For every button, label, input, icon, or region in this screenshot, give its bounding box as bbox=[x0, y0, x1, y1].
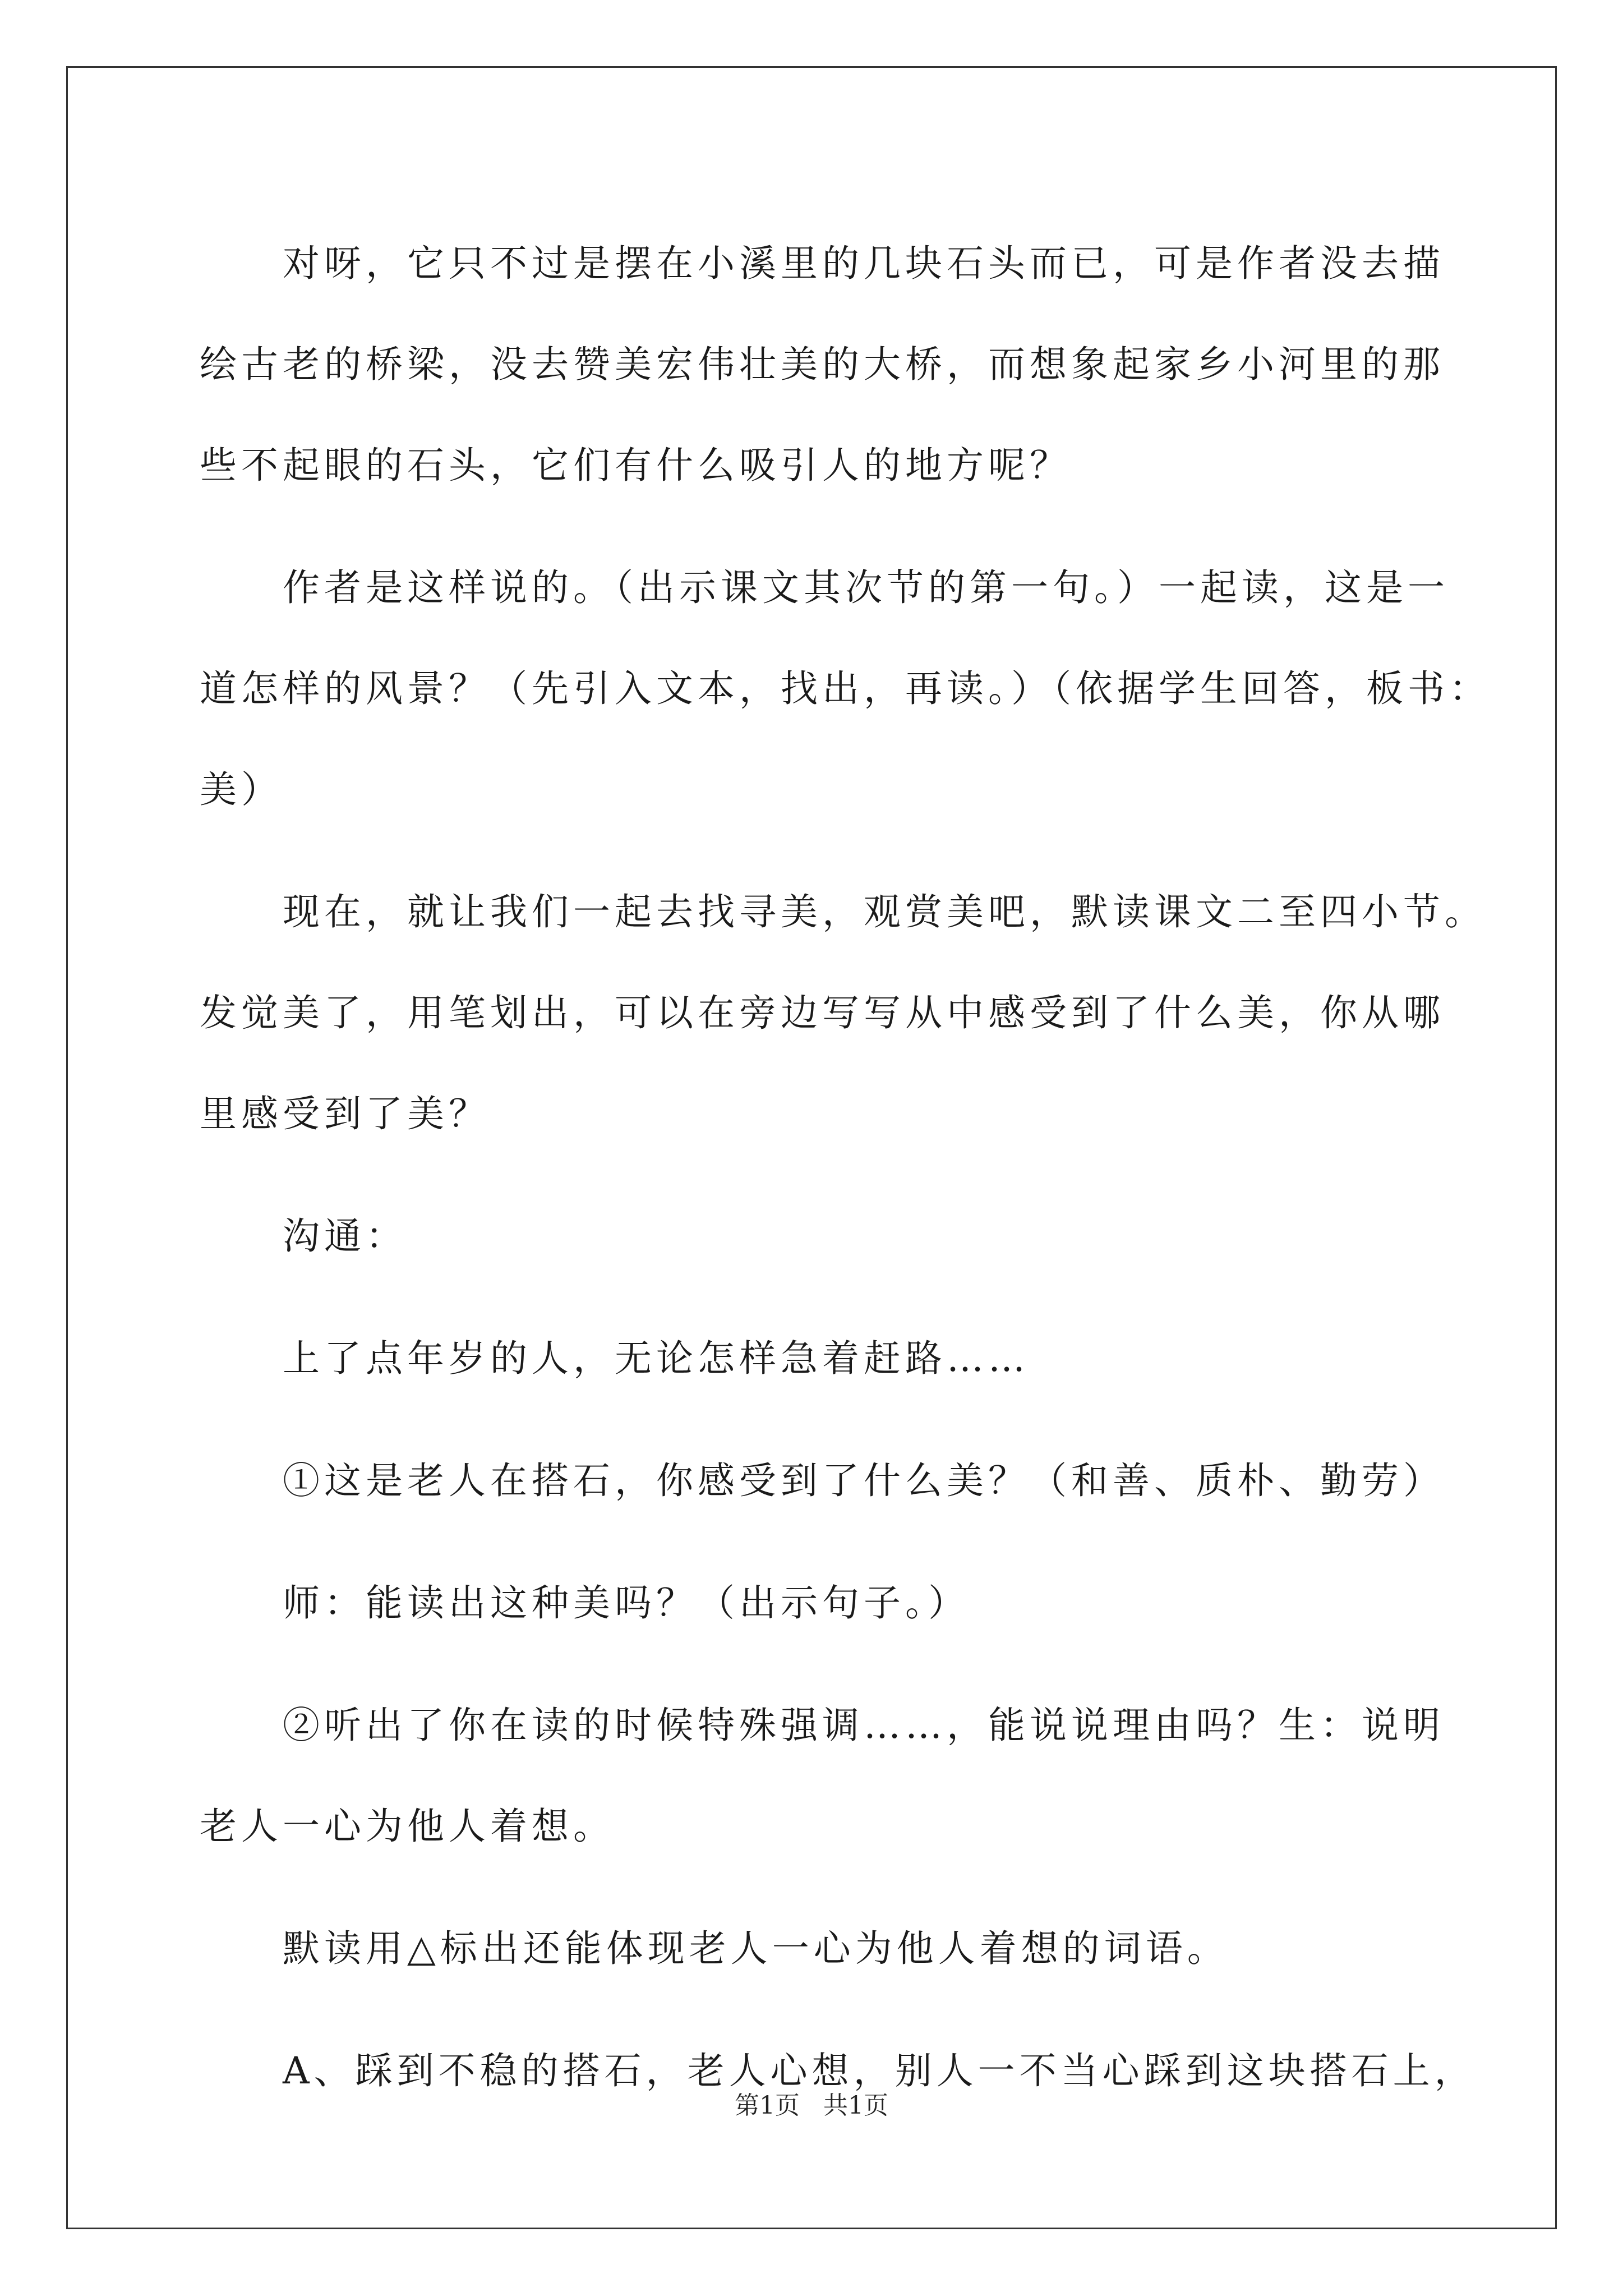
paragraph bbox=[200, 1186, 1433, 1287]
text-line: 上了点年岁的人，无论怎样急着赶路…… bbox=[283, 1337, 1030, 1380]
text-line: 老人一心为他人着想。 bbox=[200, 1805, 615, 1848]
text-line: ①这是老人在搭石，你感受到了什么美？（和善、质朴、勤劳） bbox=[283, 1459, 1445, 1502]
paragraph bbox=[200, 537, 1491, 840]
text-line: 对呀，它只不过是摆在小溪里的几块石头而已，可是作者没去描 bbox=[283, 242, 1445, 285]
text-line: 些不起眼的石头，它们有什么吸引人的地方呢？ bbox=[200, 444, 1071, 487]
paragraph bbox=[200, 862, 1486, 1165]
text-line: 美） bbox=[200, 768, 283, 811]
paragraph bbox=[200, 1898, 1433, 1999]
text-line: 师：能读出这种美吗？（出示句子。） bbox=[283, 1581, 970, 1625]
paragraph bbox=[200, 1430, 1445, 1531]
text-line: 沟通： bbox=[283, 1214, 407, 1258]
text-line: 绘古老的桥梁，没去赞美宏伟壮美的大桥，而想象起家乡小河里的那 bbox=[200, 343, 1445, 386]
paragraph bbox=[200, 1553, 1433, 1654]
page-number: 第1页 bbox=[735, 2091, 800, 2120]
paragraph bbox=[200, 1675, 1445, 1877]
paragraph bbox=[200, 1308, 1433, 1409]
paragraph bbox=[200, 213, 1445, 516]
text-line: ②听出了你在读的时候特殊强调……，能说说理由吗？生：说明 bbox=[283, 1704, 1445, 1747]
text-line: 发觉美了，用笔划出，可以在旁边写写从中感受到了什么美，你从哪 bbox=[200, 991, 1445, 1034]
text-line: 现在，就让我们一起去找寻美，观赏美吧，默读课文二至四小节。 bbox=[283, 890, 1486, 933]
text-line: A、踩到不稳的搭石，老人心想，别人一不当心踩到这块搭石上， bbox=[283, 2049, 1476, 2092]
document-body bbox=[200, 213, 1491, 2122]
text-line: 作者是这样说的。（出示课文其次节的第一句。）一起读，这是一 bbox=[283, 566, 1449, 609]
text-line: 默读用△标出还能体现老人一心为他人着想的词语。 bbox=[283, 1927, 1229, 1970]
page-total: 共1页 bbox=[823, 2091, 888, 2120]
text-line: 里感受到了美？ bbox=[200, 1092, 490, 1135]
text-line: 道怎样的风景？（先引入文本，找出，再读。）（依据学生回答，板书： bbox=[200, 667, 1491, 710]
page-footer bbox=[0, 2089, 1623, 2123]
